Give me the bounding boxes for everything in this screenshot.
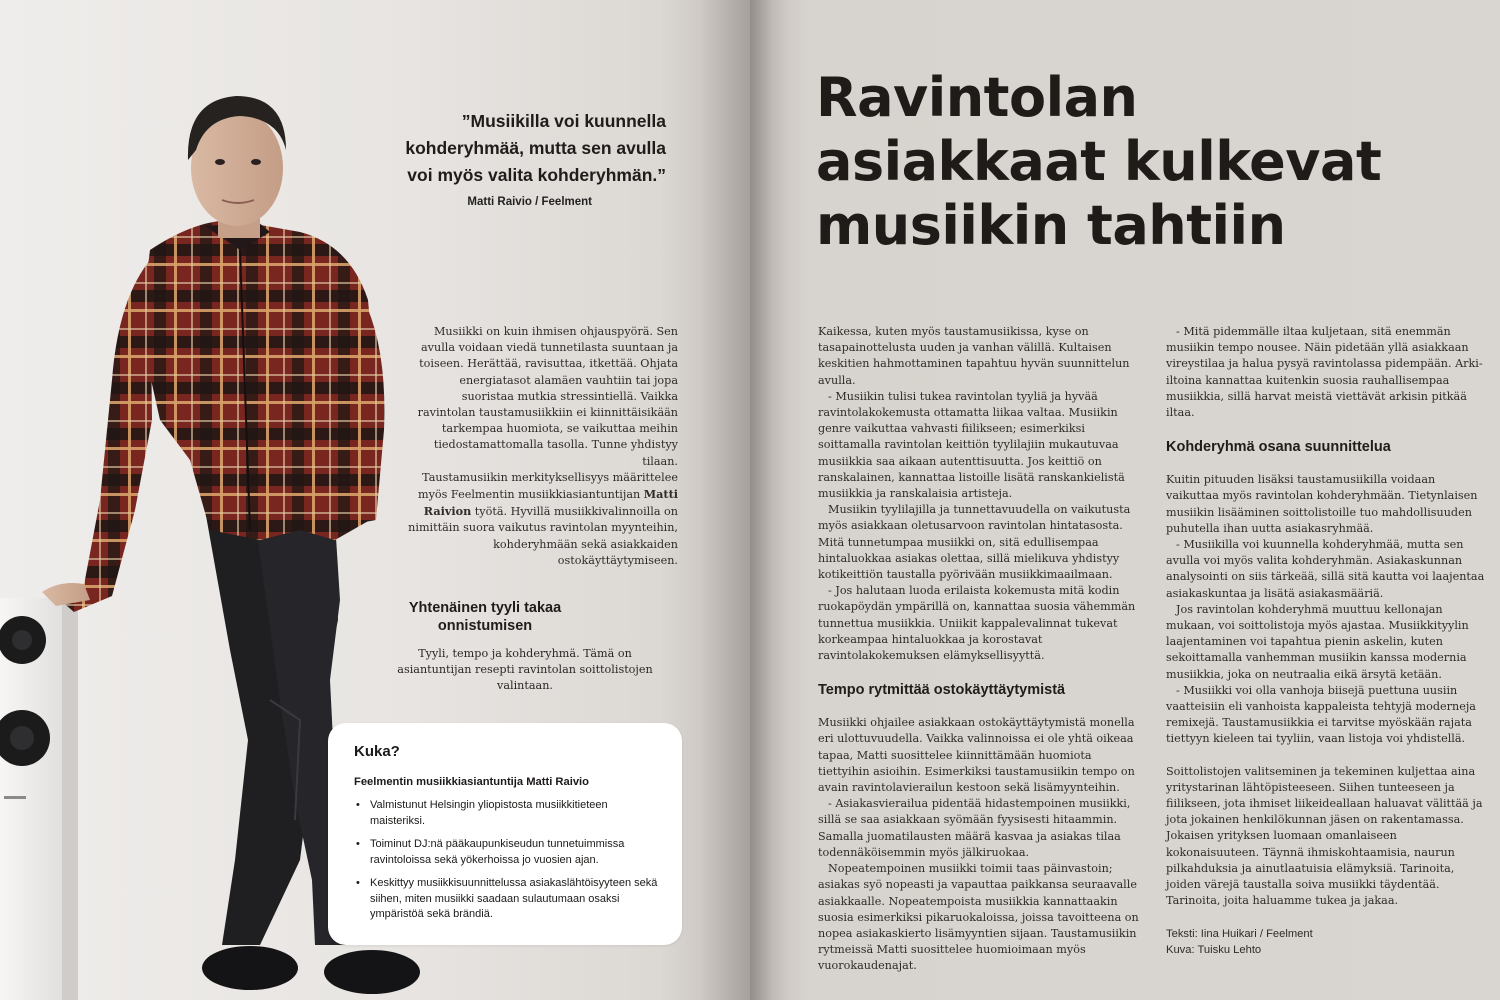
headline-line: asiakkaat kulkevat [816, 130, 1382, 193]
kuka-list-item: • Toiminut DJ:nä pääkaupunkiseudun tunnetuimmissa ravintoloissa sekä yökerhoissa jo vuosien ajan. [370, 837, 660, 868]
pull-quote-line: kohderyhmää, mutta sen avulla [405, 138, 666, 158]
body-paragraph: Musiikki ohjailee asiakkaan ostokäyttäytymistä monella eri ulottuvuudella. Vaikka valinnoissa ei ole yhtä oikeaa tapaa, Matti suosittelee kiinnittämään huomiota tiettyihin asioihin. Esimerkiksi taustamusiikin tempo on avain ravintolavierailun kestoon sekä lisämyynteihin. [818, 716, 1135, 795]
kuka-list-item: • Keskittyy musiikkisuunnittelussa asiakaslähtöisyyteen sekä siihen, miten musiikki saadaan sulautumaan osaksi ympäristöä sekä brändiä. [370, 876, 660, 923]
intro-text-span: Taustamusiikin merkityksellisyys määrittelee myös Feelmentin musiikkiasiantuntijan [417, 470, 678, 502]
credit-photo: Kuva: Tuisku Lehto [1166, 943, 1262, 956]
pull-quote [340, 108, 666, 189]
body-paragraph: Kuitin pituuden lisäksi taustamusiikilla voidaan vaikuttaa myös ravintolan kohderyhmään. Tietynlaisen musiikin lisääminen soittolistoille tuo mahdollisuuden puhutella ihan uutta asiakasryhmää. [1166, 473, 1478, 535]
article-column-2 [1166, 324, 1488, 958]
kuka-list-item: • Valmistunut Helsingin yliopistosta musiikkitieteen maisteriksi. [370, 798, 660, 829]
body-paragraph: Kaikessa, kuten myös taustamusiikissa, kyse on tasapainottelusta uuden ja vanhan välillä. Kultaisen keskitien hahmottaminen tapahtuu hyvän suunnittelun avulla. [818, 325, 1130, 387]
body-paragraph: - Mitä pidemmälle iltaa kuljetaan, sitä enemmän musiikin tempo nousee. Näin pidetään yllä asiakkaan vireystilaa ja halua pysyä ravintolassa pidempään. Arki-iltoina kannattaa kuitenkin suosia rauhallisempaa musiikkia, sillä harvat meistä viettävät arkisin pitkää iltaa. [1166, 325, 1483, 420]
credits [1166, 926, 1488, 958]
kuka-list [354, 798, 660, 923]
pull-quote-credit: Matti Raivio / Feelment [467, 196, 592, 208]
body-paragraph: Jos ravintolan kohderyhmä muuttuu kellonajan mukaan, voi soittolistoja myös ajastaa. Musiikkityylin laajentaminen voi tapahtua pienin askelin, kuten sekoittamalla vanhemman musiikin kanssa modernia musiikkia, joka on neutraalia eikä ärsytä ketään. [1166, 602, 1469, 681]
headline-line: Ravintolan [816, 66, 1138, 129]
body-paragraph: Musiikin tyylilajilla ja tunnettavuudella on vaikutusta myös asiakkaan oletusarvoon ravintolan hintatasosta. Mitä tunnetumpaa musiikki on, sitä edullisempaa hintaluokkaa asiakas olettaa, sillä mielikuva yhdistyy kotikeittiön taustalla pyörivään musiikkimaailmaan. [818, 503, 1131, 582]
body-paragraph: - Musiikki voi olla vanhoja biisejä puettuna uusiin vaatteisiin eli vanhoista kappaleista tehtyjä moderneja remixejä. Taustamusiikkia ei tarvitse myöskään rajata tiettyyn kieleen tai tyyliin, vaan listoja voi yhdistellä. [1166, 683, 1476, 746]
body-paragraph: - Jos halutaan luoda erilaista kokemusta mitä kodin ruokapöydän ympärillä on, kannattaa suosia vähemmän tunnettua musiikkia. Uniikit kappalevalinnat tukevat korkeampaa hintaluokkaa ja korostavat ravintolakokemuksen elämyksellisyyttä. [818, 584, 1136, 663]
intro-paragraph: Musiikki on kuin ihmisen ohjauspyörä. Sen avulla voidaan viedä tunnetilasta suuntaan ja toiseen. Herättää, ravisuttaa, itkettää. Ohjata energiatasot alamäen vauhtiin tai jopa suoristaa mutkia stressintiellä. Vaikka ravintolan taustamusiikkiin ei kiinnittäisikään tarkempaa huomiota, se vaikuttaa meihin tiedostamattomalla tasolla. Tunne yhdistyy tilaan. [417, 325, 678, 468]
section-heading: Tempo rytmittää ostokäyttäytymistä [818, 682, 1066, 699]
body-paragraph: - Musiikilla voi kuunnella kohderyhmää, mutta sen avulla voi myös valita kohderyhmän. Asiakaskunnan analysointi on siis tärkeää, sillä sitä kautta voi laajentaa asiakaskuntaa ja lisätä asiakasmääriä. [1166, 538, 1485, 600]
body-paragraph: - Asiakasvierailua pidentää hidastempoinen musiikki, sillä se saa asiakkaan syömään fyysisesti hitaammin. Samalla juomatilausten määrä kasvaa ja asiakas tilaa todennäköisemmin myös jälkiruokaa. [818, 797, 1131, 859]
credit-text: Teksti: Iina Huikari / Feelment [1166, 927, 1313, 940]
body-paragraph: - Musiikin tulisi tukea ravintolan tyyliä ja hyvää ravintolakokemusta ottamatta liikaa valtaa. Musiikin genre vaikuttaa vahvasti fiilikseen; esimerkiksi soittamalla ravintolan keittiön tyylilajiin mukautuvaa musiikkia saa aikaan autenttisuutta. Jos keittiö on ranskalainen, kannattaa listoille lisätä ranskankielistä musiikkia ja ranskalaisia artisteja. [818, 389, 1125, 501]
pull-quote-line: ”Musiikilla voi kuunnella [461, 111, 666, 131]
intro-text-span: työtä. Hyvillä musiikkivalinnoilla on nimittäin suora vaikutus ravintolan myynteihin, kohderyhmään sekä asiakkaiden ostokäyttäytymiseen. [408, 505, 678, 567]
headline-line: musiikin tahtiin [816, 194, 1286, 257]
section-heading: Kohderyhmä osana suunnittelua [1166, 439, 1391, 456]
intro-paragraph [408, 470, 678, 569]
article-column-1 [818, 324, 1140, 975]
person-head [188, 96, 286, 238]
intro-name-bold: Matti Raivion [423, 487, 678, 519]
body-paragraph: Nopeatempoinen musiikki toimii taas päinvastoin; asiakas syö nopeasti ja vapauttaa paikkansa seuraavalle asiakkaalle. Nopeatempoista musiikkia kannattaakin suosia esimerkiksi pikaruokaloissa, joissa tavoitteena on nopea asiakaskierto lisämyyntien sijaan. Taustamusiikin rytmeissä Matti suosittelee huomioimaan myös vuorokaudenajat. [818, 862, 1139, 973]
left-subheading-text: Tyyli, tempo ja kohderyhmä. Tämä on asiantuntijan resepti ravintolan soittolistojen valintaan. [397, 647, 653, 693]
kuka-title: Kuka? [354, 743, 400, 760]
speaker [0, 598, 78, 1000]
left-subheading: Yhtenäinen tyyli takaa onnistumisen [408, 600, 562, 634]
article-headline [816, 66, 1456, 258]
pull-quote-line: voi myös valita kohderyhmän.” [407, 165, 666, 185]
intro-text [408, 324, 678, 569]
body-paragraph: Soittolistojen valitseminen ja tekeminen kuljettaa aina yritystarinan lähtöpisteeseen. Siihen tunteeseen ja fiilikseen, jota ihmiset liikeideallaan haluavat välittää ja jota jokainen henkilökunnan jäsen on rakentamassa. Jokaisen yrityksen luomaan omanlaiseen kokonaisuuteen. Täynnä ihmiskohtaamisia, naurun pilkahduksia ja ainutlaatuisia elämyksiä. Tarinoita, joiden värejä taustalla soiva musiikki täydentää. Tarinoita, joita haluamme tukea ja jakaa. [1166, 764, 1483, 908]
kuka-info-box [328, 723, 682, 945]
kuka-subtitle: Feelmentin musiikkiasiantuntija Matti Raivio [354, 776, 589, 788]
